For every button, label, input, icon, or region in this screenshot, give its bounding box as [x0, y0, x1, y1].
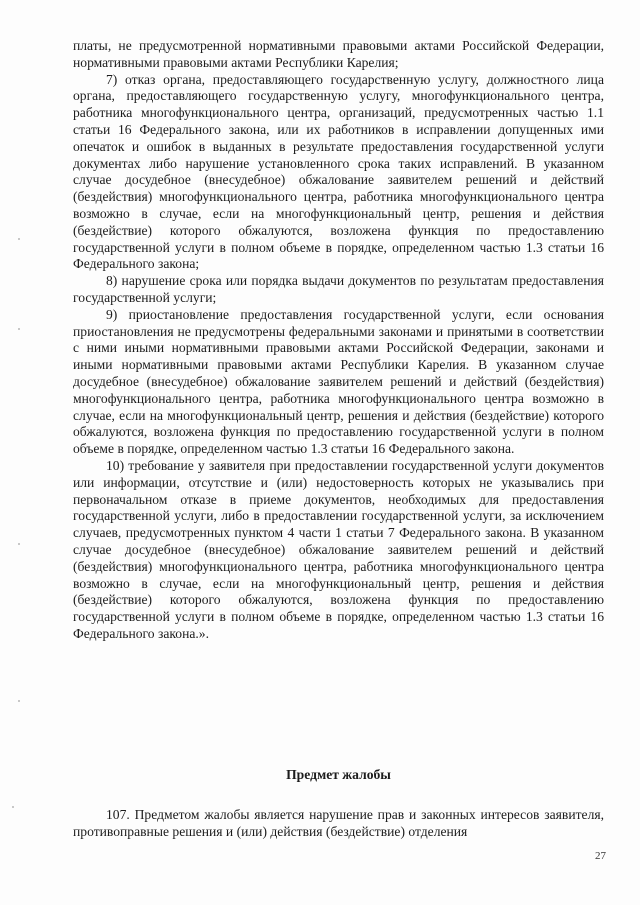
paragraph-continuation: платы, не предусмотренной нормативными правовыми актами Российской Федерации, нормативными правовыми актами Республики Карелия; [73, 38, 604, 70]
scan-speck [18, 238, 20, 240]
document-body [73, 38, 604, 643]
list-item-9: 9) приостановление предоставления государственной услуги, если основания приостановления не предусмотрены федеральными законами и принятыми в соответствии с ними иными нормативными правовыми актами Российской Федерации, законами и иными нормативными правовыми актами Республики Карелия. В указанном случае досудебное (внесудебное) обжалование заявителем решений и действий (бездействия) многофункционального центра, работника многофункционального центра возможно в случае, если на многофункциональный центр, решения и действия (бездействие) которого обжалуются, возложена функция по предоставлению государственной услуги в полном объеме в порядке, определенном частью 1.3 статьи 16 Федерального закона. [73, 306, 604, 457]
page-number: 27 [595, 850, 606, 862]
paragraph-107: 107. Предметом жалобы является нарушение прав и законных интересов заявителя, противоправные решения и (или) действия (бездействие) отделения [73, 807, 604, 839]
scan-speck [18, 543, 20, 545]
scan-speck [18, 700, 20, 702]
scan-speck [12, 806, 14, 808]
scan-speck [18, 328, 20, 330]
list-item-8: 8) нарушение срока или порядка выдачи документов по результатам предоставления государственной услуги; [73, 273, 604, 305]
list-item-7: 7) отказ органа, предоставляющего государственную услугу, должностного лица органа, предоставляющего государственную услугу, многофункционального центра, работника многофункционального центра, организаций, предусмотренных частью 1.1 статьи 16 Федерального закона, или их работников в исправлении допущенных ими опечаток и ошибок в выданных в результате предоставления государственной услуги документах либо нарушение установленного срока таких исправлений. В указанном случае досудебное (внесудебное) обжалование заявителем решений и действий (бездействия) многофункционального центра, работника многофункционального центра возможно в случае, если на многофункциональный центр, решения и действия (бездействие) которого обжалуются, возложена функция по предоставлению государственной услуги в полном объеме в порядке, определенном частью 1.3 статьи 16 Федерального закона; [73, 71, 604, 272]
list-item-10: 10) требование у заявителя при предоставлении государственной услуги документов или информации, отсутствие и (или) недостоверность которых не указывались при первоначальном отказе в приеме документов, необходимых для предоставления государственной услуги, либо в предоставлении государственной услуги, за исключением случаев, предусмотренных пунктом 4 части 1 статьи 7 Федерального закона. В указанном случае досудебное (внесудебное) обжалование заявителем решений и действий (бездействия) многофункционального центра, работника многофункционального центра возможно в случае, если на многофункциональный центр, решения и действия (бездействие) которого обжалуются, возложена функция по предоставлению государственной услуги в полном объеме в порядке, определенном частью 1.3 статьи 16 Федерального закона.». [73, 457, 604, 641]
section-heading: Предмет жалобы [286, 767, 391, 782]
